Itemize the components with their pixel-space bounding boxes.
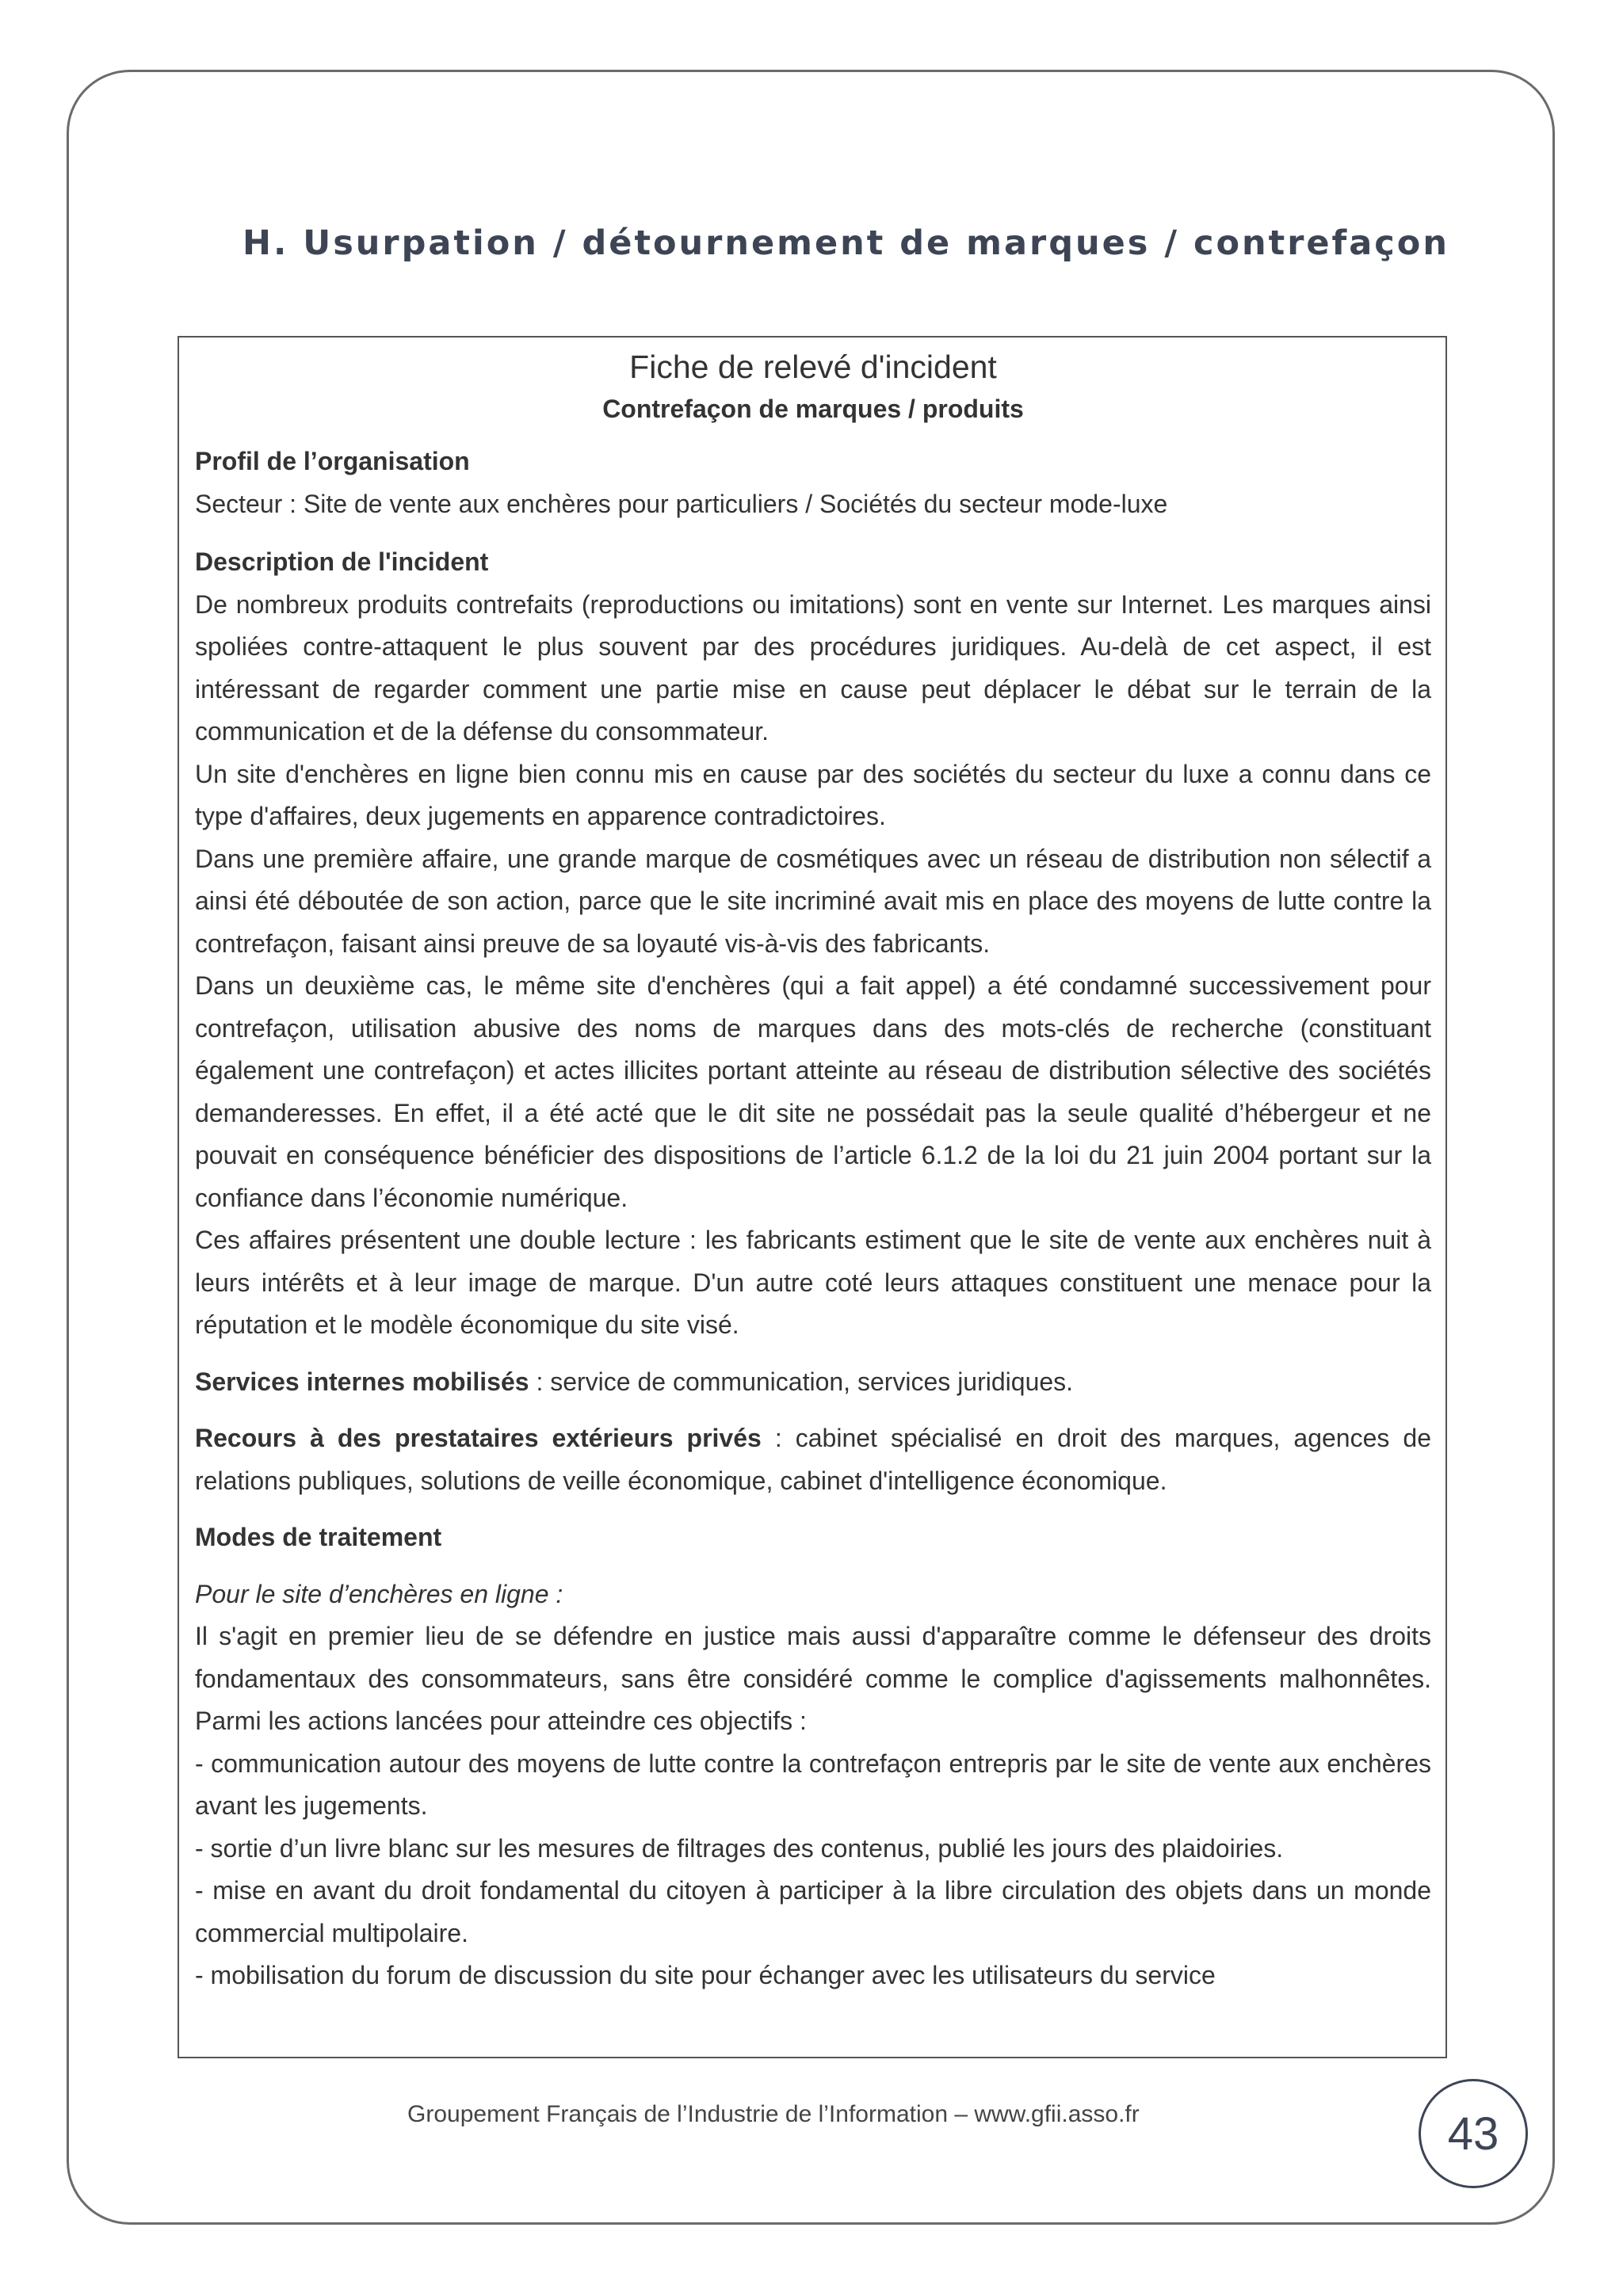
description-heading: Description de l'incident (195, 547, 489, 576)
description-paragraph: Ces affaires présentent une double lecture : les fabricants estiment que le site de vente aux enchères nuit à leurs intérêts et à leur image de marque. D'un autre coté leurs attaques constituent une menace pour la réputation et le modèle économique du site visé. (195, 1226, 1431, 1339)
description-paragraph: De nombreux produits contrefaits (reproductions ou imitations) sont en vente sur Internet. Les marques ainsi spoliées contre-attaquent le plus souvent par des procédures juridiques. Au-delà de cet aspect, il est intéressant de regarder comment une partie mise en cause peut déplacer le débat sur le terrain de la communication et de la défense du consommateur. (195, 589, 1431, 746)
profil-text: Secteur : Site de vente aux enchères pour particuliers / Sociétés du secteur mode-luxe (195, 489, 1168, 518)
sheet-title: Fiche de relevé d'incident (629, 349, 997, 385)
section-heading: H. Usurpation / détournement de marques / contrefaçon (242, 223, 1449, 263)
profil-heading: Profil de l’organisation (195, 447, 470, 475)
description-paragraph: Dans une première affaire, une grande marque de cosmétiques avec un réseau de distribution non sélectif a ainsi été déboutée de son action, parce que le site incriminé avait mis en place des moyens de lutte contre la contrefaçon, faisant ainsi preuve de sa loyauté vis-à-vis des fabricants. (195, 844, 1431, 958)
modes-subheading: Pour le site d’enchères en ligne : (195, 1579, 563, 1608)
modes-item: - mise en avant du droit fondamental du citoyen à participer à la libre circulation des objets dans un monde commercial multipolaire. (195, 1876, 1431, 1947)
modes-item: - sortie d’un livre blanc sur les mesures de filtrages des contenus, publié les jours des plaidoiries. (195, 1833, 1284, 1863)
modes-heading: Modes de traitement (195, 1523, 442, 1551)
services-line (195, 1361, 1431, 1404)
services-label: Services internes mobilisés (195, 1367, 529, 1396)
modes-item: - mobilisation du forum de discussion du site pour échanger avec les utilisateurs du service (195, 1961, 1216, 1989)
description-paragraph: Un site d'enchères en ligne bien connu mis en cause par des sociétés du secteur du luxe a connu dans ce type d'affaires, deux jugements en apparence contradictoires. (195, 759, 1431, 830)
incident-sheet (178, 336, 1447, 2058)
page-number: 43 (1419, 2079, 1528, 2188)
description-paragraph: Dans un deuxième cas, le même site d'enchères (qui a fait appel) a été condamné successivement pour contrefaçon, utilisation abusive des noms de marques dans des mots-clés de recherche (constituant également une contrefaçon) et actes illicites portant atteinte au réseau de distribution sélective des sociétés demanderesses. En effet, il a été acté que le dit site ne possédait pas la seule qualité d’hébergeur et ne pouvait en conséquence bénéficier des dispositions de l’article 6.1.2 de la loi du 21 juin 2004 portant sur la confiance dans l’économie numérique. (195, 971, 1431, 1212)
services-text: : service de communication, services juridiques. (529, 1367, 1074, 1396)
modes-item: - communication autour des moyens de lutte contre la contrefaçon entrepris par le site de vente aux enchères avant les jugements. (195, 1749, 1431, 1820)
sheet-subtitle: Contrefaçon de marques / produits (602, 395, 1024, 423)
modes-intro: Il s'agit en premier lieu de se défendre en justice mais aussi d'apparaître comme le défenseur des droits fondamentaux des consommateurs, sans être considéré comme le complice d'agissements malhonnêtes. Parmi les actions lancées pour atteindre ces objectifs : (195, 1622, 1431, 1735)
recours-label: Recours à des prestataires extérieurs privés (195, 1424, 762, 1452)
footer-text: Groupement Français de l’Industrie de l’Information – www.gfii.asso.fr (407, 2101, 1140, 2127)
recours-line (195, 1417, 1431, 1502)
recours-text: : cabinet spécialisé en droit des marques, agences de relations publiques, solutions de veille économique, cabinet d'intelligence économique. (195, 1424, 1432, 1495)
